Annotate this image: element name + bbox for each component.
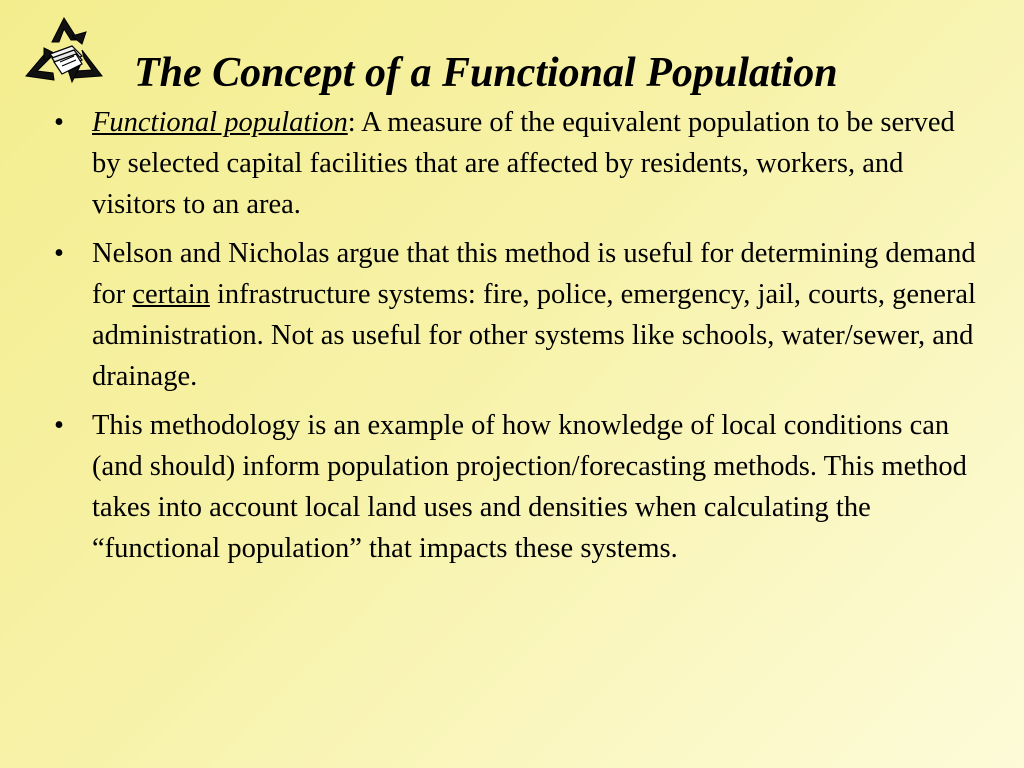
bullet-text: This methodology is an example of how knowledge of local conditions can (and should) inform population projection/forecasting methods. This method takes into account local land uses and densities when calculating the “functional population” that impacts these systems. <box>92 410 967 564</box>
term-separator: : <box>347 107 356 138</box>
bullet-item-nelson-nicholas <box>50 233 980 397</box>
bullet-text-start: Nelson and Nicholas argue that this method is useful for determining demand for <box>92 238 976 310</box>
bullet-point-icon: • <box>54 410 64 441</box>
defined-term: Functional population <box>92 107 348 138</box>
recycle-icon <box>22 14 106 90</box>
definition-text: A measure of the equivalent population to be served by selected capital facilities that are affected by residents, workers, and visitors to an area. <box>92 107 955 220</box>
bullet-point-icon: • <box>54 107 64 138</box>
bullet-item-methodology <box>50 405 980 569</box>
bullet-item-functional-population <box>50 102 980 225</box>
slide-title: The Concept of a Functional Population <box>134 50 838 96</box>
emphasized-word: certain <box>132 279 210 310</box>
bullet-list <box>50 102 980 577</box>
bullet-text-end: infrastructure systems: fire, police, emergency, jail, courts, general administration. Not as useful for other systems like schools, water/sewer, and drainage. <box>92 279 976 392</box>
bullet-point-icon: • <box>54 238 64 269</box>
